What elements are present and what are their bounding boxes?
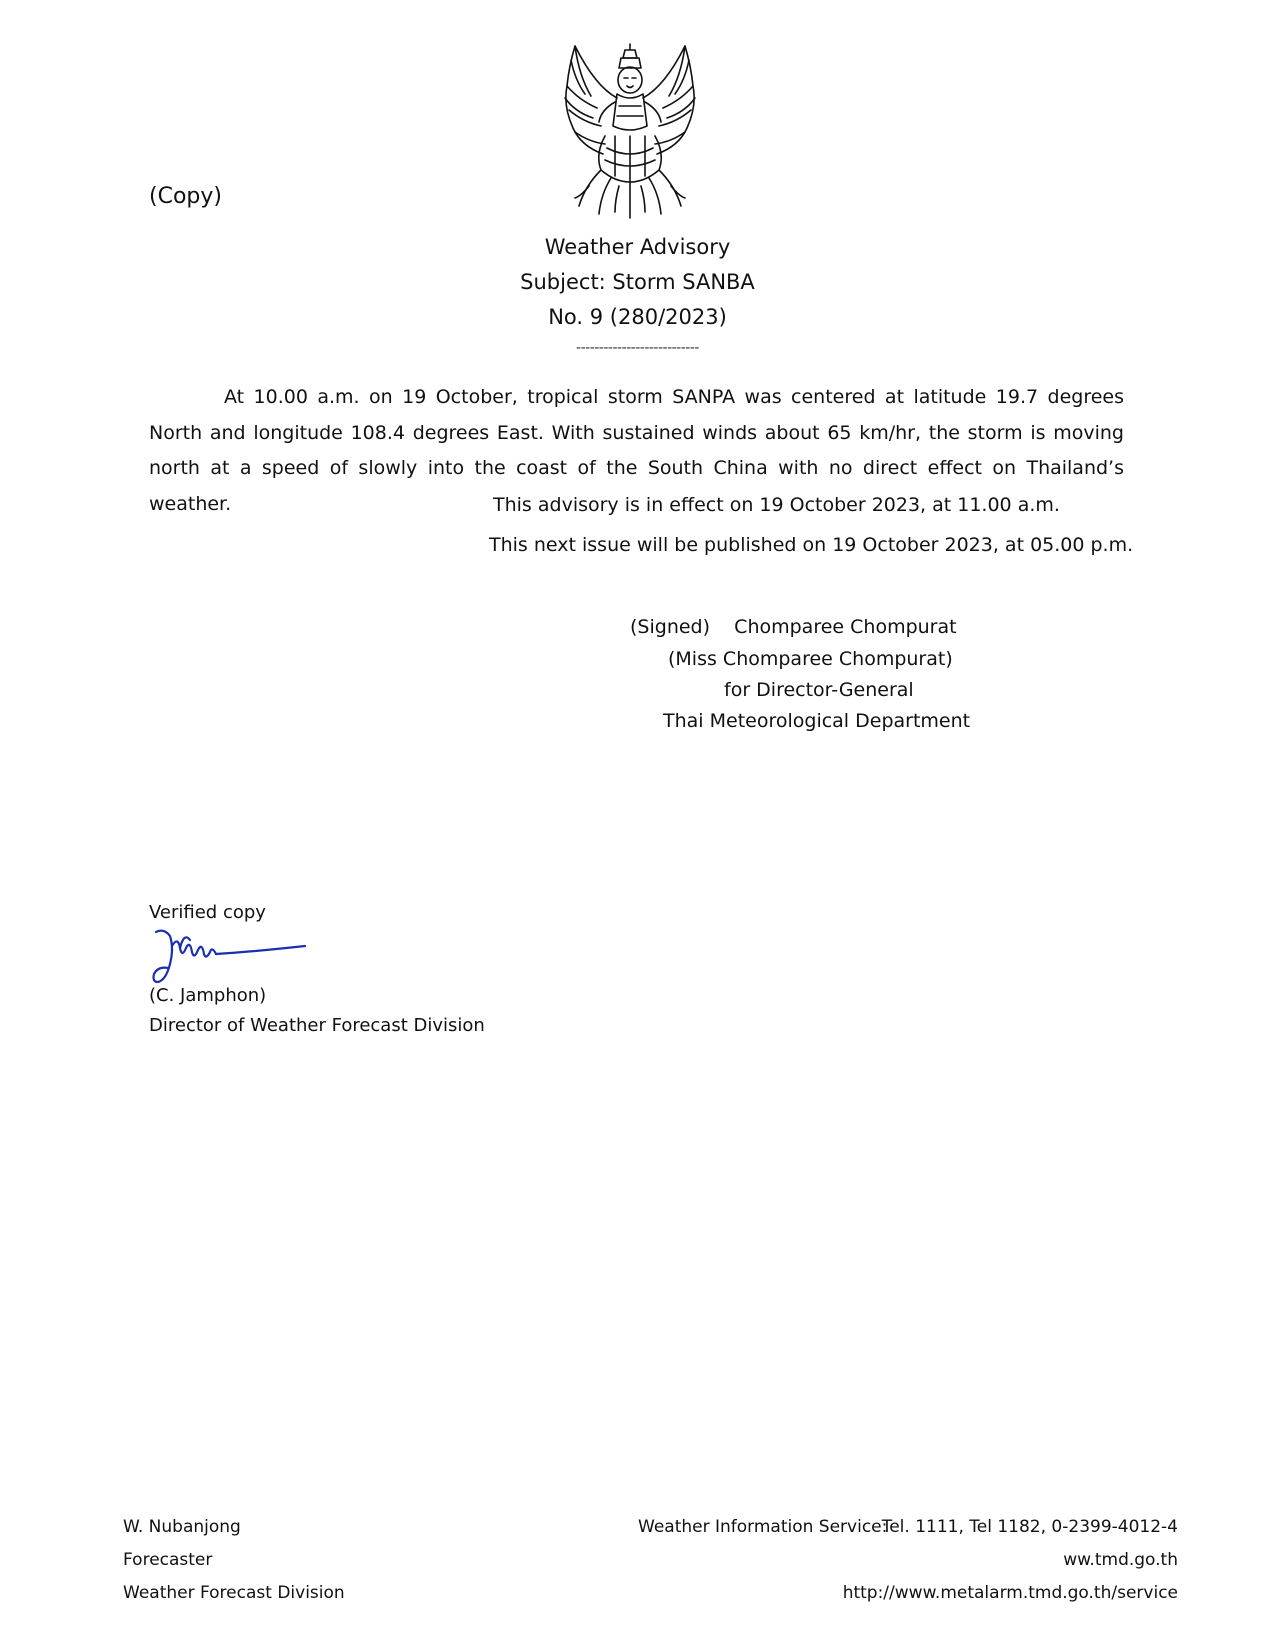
signed-line: (Signed) Chomparee Chompurat bbox=[630, 616, 957, 638]
document-subject: Subject: Storm SANBA bbox=[520, 270, 755, 294]
website-link[interactable]: ww.tmd.go.th bbox=[1063, 1550, 1178, 1570]
verified-copy-label: Verified copy bbox=[149, 902, 266, 923]
signatory-organization: Thai Meteorological Department bbox=[663, 710, 971, 732]
contact-phones: Tel. 1111, Tel 1182, 0-2399-4012-4 bbox=[881, 1517, 1178, 1537]
garuda-emblem-icon bbox=[545, 36, 715, 220]
next-issue-line: This next issue will be published on 19 October 2023, at 05.00 p.m. bbox=[489, 534, 1134, 556]
forecaster-role: Forecaster bbox=[123, 1550, 213, 1570]
signatory-role: for Director-General bbox=[724, 679, 914, 701]
forecaster-name: W. Nubanjong bbox=[123, 1517, 241, 1537]
title-separator: --------------------------- bbox=[576, 340, 699, 356]
info-service-label: Weather Information Service: bbox=[638, 1517, 888, 1537]
advisory-paragraph: At 10.00 a.m. on 19 October, tropical storm SANPA was centered at latitude 19.7 degrees North and longitude 108.4 degrees East. With sustained winds about 65 km/hr, the storm is moving north at a speed of slowly into the coast of the South China with no direct effect on Thailand’s weather. bbox=[149, 386, 1124, 515]
effect-line: This advisory is in effect on 19 October 2023, at 11.00 a.m. bbox=[493, 494, 1060, 516]
handwritten-signature-icon bbox=[150, 926, 310, 988]
document-number: No. 9 (280/2023) bbox=[548, 305, 727, 329]
document-title: Weather Advisory bbox=[544, 235, 731, 259]
copy-label: (Copy) bbox=[149, 184, 222, 209]
service-url-link[interactable]: http://www.metalarm.tmd.go.th/service bbox=[842, 1583, 1178, 1603]
forecaster-division: Weather Forecast Division bbox=[123, 1583, 345, 1603]
signatory-name: (Miss Chomparee Chompurat) bbox=[668, 648, 953, 670]
verifier-name: (C. Jamphon) bbox=[149, 985, 267, 1006]
verifier-title: Director of Weather Forecast Division bbox=[149, 1015, 485, 1036]
